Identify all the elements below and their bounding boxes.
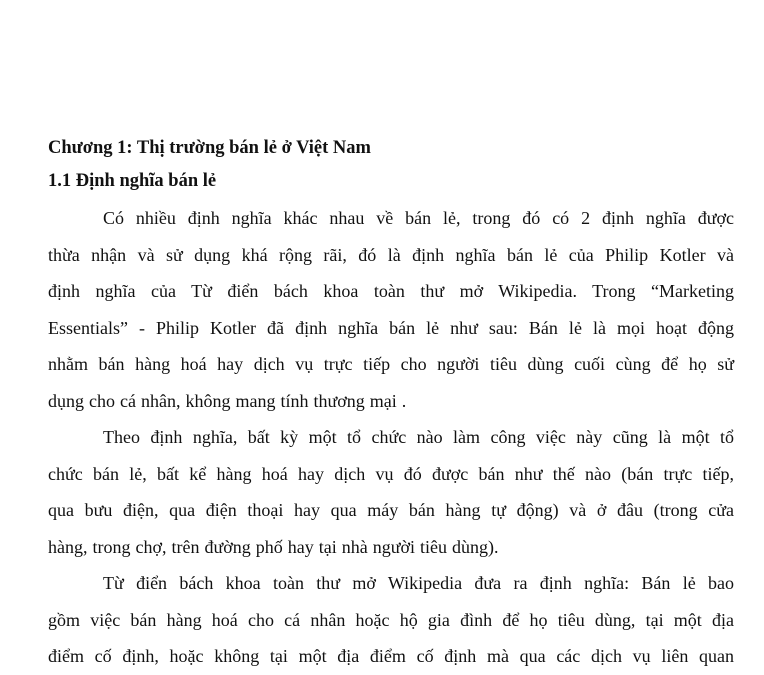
- paragraph-line: qua bưu điện, qua điện thoại hay qua máy bán hàng tự động) và ở đâu (trong cửa: [48, 500, 734, 520]
- paragraph-3: [48, 565, 734, 675]
- paragraph-line: điểm cố định, hoặc không tại một địa điểm cố định mà qua các dịch vụ liên quan: [48, 646, 734, 666]
- paragraph-line: thừa nhận và sử dụng khá rộng rãi, đó là định nghĩa bán lẻ của Philip Kotler và: [48, 244, 734, 265]
- paragraph-line: hàng, trong chợ, trên đường phố hay tại nhà người tiêu dùng).: [48, 536, 499, 557]
- chapter-title: Chương 1: Thị trường bán lẻ ở Việt Nam: [48, 138, 371, 158]
- paragraph-line: định nghĩa của Từ điển bách khoa toàn thư mở Wikipedia. Trong “Marketing: [48, 281, 734, 301]
- paragraph-1: [48, 200, 734, 419]
- paragraph-line: Theo định nghĩa, bất kỳ một tổ chức nào làm công việc này cũng là một tổ: [103, 427, 734, 447]
- paragraph-line: chức bán lẻ, bất kể hàng hoá hay dịch vụ đó được bán như thế nào (bán trực tiếp,: [48, 463, 734, 484]
- paragraph-line: dụng cho cá nhân, không mang tính thương mại .: [48, 390, 407, 411]
- paragraph-line: Từ điển bách khoa toàn thư mở Wikipedia đưa ra định nghĩa: Bán lẻ bao: [103, 573, 734, 593]
- document-content: [48, 133, 734, 675]
- paragraph-2: [48, 419, 734, 565]
- paragraph-line: Có nhiều định nghĩa khác nhau về bán lẻ, trong đó có 2 định nghĩa được: [103, 208, 734, 228]
- section-title: 1.1 Định nghĩa bán lẻ: [48, 171, 217, 191]
- paragraph-line: Essentials” - Philip Kotler đã định nghĩa bán lẻ như sau: Bán lẻ là mọi hoạt động: [48, 317, 734, 338]
- paragraph-line: gồm việc bán hàng hoá cho cá nhân hoặc hộ gia đình để họ tiêu dùng, tại một địa: [48, 609, 734, 630]
- paragraph-line: nhằm bán hàng hoá hay dịch vụ trực tiếp cho người tiêu dùng cuối cùng để họ sử: [48, 354, 734, 374]
